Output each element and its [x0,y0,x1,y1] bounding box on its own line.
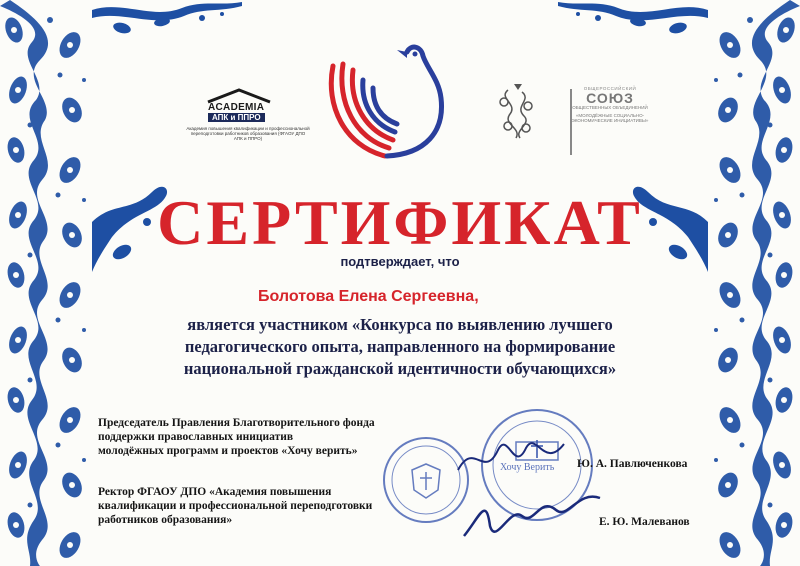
body-line-2: педагогического опыта, направленного на формирование [184,337,616,356]
right-ornament-border [708,0,800,566]
sig1-line-3: молодёжных программ и проектов «Хочу верить» [98,445,358,457]
sig1-line-2: поддержки православных инициатив [98,431,294,443]
signature-scribble-1 [454,430,574,490]
signatory-1-title [98,416,398,458]
left-ornament-border [0,0,92,566]
sig2-line-2: квалификации и профессиональной переподготовки [98,500,373,512]
signatory-2-name: Е. Ю. Малеванов [599,516,690,528]
sig1-line-1: Председатель Правления Благотворительного фонда [98,417,375,429]
union-description: «МОЛОДЁЖНЫЕ СОЦИАЛЬНО-ЭКОНОМИЧЕСКИЕ ИНИЦИАТИВЫ» [571,113,649,123]
sig2-line-1: Ректор ФГАОУ ДПО «Академия повышения [98,486,332,498]
dove-logo [315,36,460,166]
top-left-ornament [92,0,252,50]
academia-brand: ACADEMIA [208,102,265,113]
signatory-2-title [98,485,418,527]
vine-emblem-icon [488,82,548,142]
certificate-subtitle: подтверждает, что [340,254,460,269]
stamp-label: Хочу Верить [500,462,555,473]
union-divider [570,89,572,155]
signatory-1-name: Ю. А. Павлюченкова [577,458,688,470]
certificate-title: СЕРТИФИКАТ [157,187,643,258]
academia-description: Академия повышения квалификации и профессиональной переподготовки работников образования (ФГАОУ ДПО АПК и ППРО) [186,126,310,141]
body-line-1: является участником «Конкурса по выявлению лучшего [187,315,613,334]
union-logo [570,86,650,156]
certificate-body [120,314,680,380]
sig2-line-3: работников образования» [98,514,233,526]
top-right-ornament [548,0,708,50]
union-name: СОЮЗ [586,90,634,106]
body-line-3: национальной гражданской идентичности обучающихся» [183,359,617,378]
signature-scribble-2 [460,486,610,556]
union-line2: ОБЩЕСТВЕННЫХ ОБЪЕДИНЕНИЙ [572,105,648,110]
union-line1: ОБЩЕРОССИЙСКИЙ [583,86,637,91]
academia-logo [182,88,312,148]
recipient-name: Болотова Елена Сергеевна, [258,288,479,305]
academia-sub: АПК и ППРО [208,113,265,122]
